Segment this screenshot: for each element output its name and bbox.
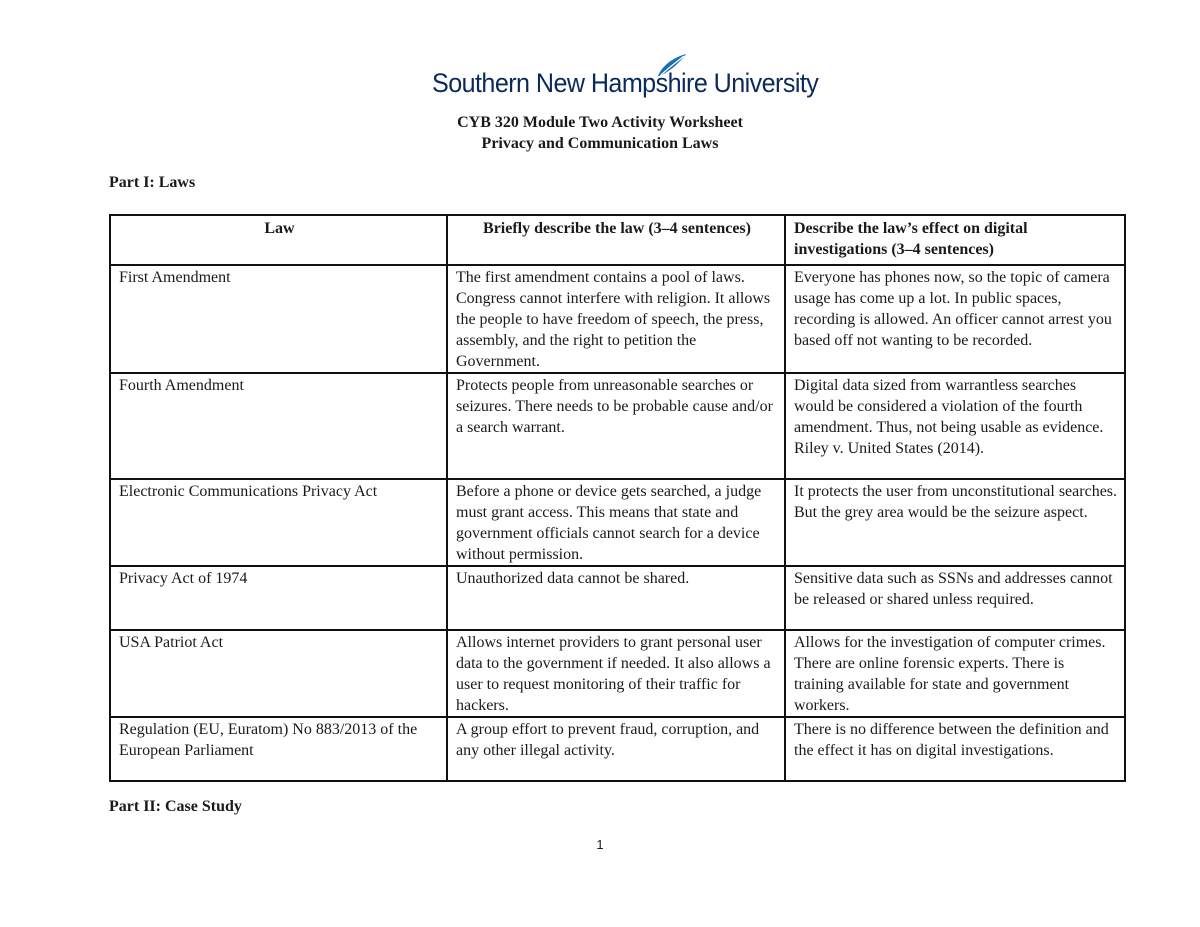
law-description-cell: A group effort to prevent fraud, corruption, and any other illegal activity. [447, 717, 785, 781]
law-name-cell: Fourth Amendment [110, 373, 447, 479]
column-header-effect: Describe the law’s effect on digital investigations (3–4 sentences) [785, 215, 1125, 265]
table-row [110, 265, 1125, 373]
law-description-cell: Before a phone or device gets searched, a judge must grant access. This means that state and government officials cannot search for a device without permission. [447, 479, 785, 566]
law-name-cell: First Amendment [110, 265, 447, 373]
law-effect-cell: Digital data sized from warrantless searches would be considered a violation of the fourth amendment. Thus, not being usable as evidence. Riley v. United States (2014). [785, 373, 1125, 479]
law-description-cell: The first amendment contains a pool of laws. Congress cannot interfere with religion. It allows the people to have freedom of speech, the press, assembly, and the right to petition the Government. [447, 265, 785, 373]
logo-wordmark: Southern New Hampshire University [432, 68, 819, 98]
column-header-description: Briefly describe the law (3–4 sentences) [447, 215, 785, 265]
university-logo [432, 52, 819, 108]
table-row [110, 566, 1125, 630]
law-effect-cell: Everyone has phones now, so the topic of camera usage has come up a lot. In public spaces, recording is allowed. An officer cannot arrest you based off not wanting to be recorded. [785, 265, 1125, 373]
law-name-cell: Privacy Act of 1974 [110, 566, 447, 630]
law-description-cell: Unauthorized data cannot be shared. [447, 566, 785, 630]
laws-table [109, 214, 1126, 782]
column-header-law: Law [110, 215, 447, 265]
part-one-heading: Part I: Laws [109, 174, 196, 191]
law-name-cell: Regulation (EU, Euratom) No 883/2013 of the European Parliament [110, 717, 447, 781]
law-effect-cell: Allows for the investigation of computer crimes. There are online forensic experts. There is training available for state and government workers. [785, 630, 1125, 717]
law-effect-cell: There is no difference between the definition and the effect it has on digital investigations. [785, 717, 1125, 781]
law-effect-cell: Sensitive data such as SSNs and addresses cannot be released or shared unless required. [785, 566, 1125, 630]
table-header-row [110, 215, 1125, 265]
table-row [110, 373, 1125, 479]
worksheet-title: CYB 320 Module Two Activity Worksheet [457, 114, 743, 131]
law-description-cell: Allows internet providers to grant personal user data to the government if needed. It also allows a user to request monitoring of their traffic for hackers. [447, 630, 785, 717]
law-effect-cell: It protects the user from unconstitutional searches. But the grey area would be the seizure aspect. [785, 479, 1125, 566]
leaf-icon [654, 52, 688, 78]
law-name-cell: USA Patriot Act [110, 630, 447, 717]
table-row [110, 717, 1125, 781]
worksheet-subtitle: Privacy and Communication Laws [481, 135, 719, 152]
table-row [110, 630, 1125, 717]
law-description-cell: Protects people from unreasonable searches or seizures. There needs to be probable cause and/or a search warrant. [447, 373, 785, 479]
document-titles [0, 112, 1200, 154]
law-name-cell: Electronic Communications Privacy Act [110, 479, 447, 566]
table-row [110, 479, 1125, 566]
page-number: 1 [596, 837, 604, 852]
part-two-heading: Part II: Case Study [109, 798, 242, 815]
